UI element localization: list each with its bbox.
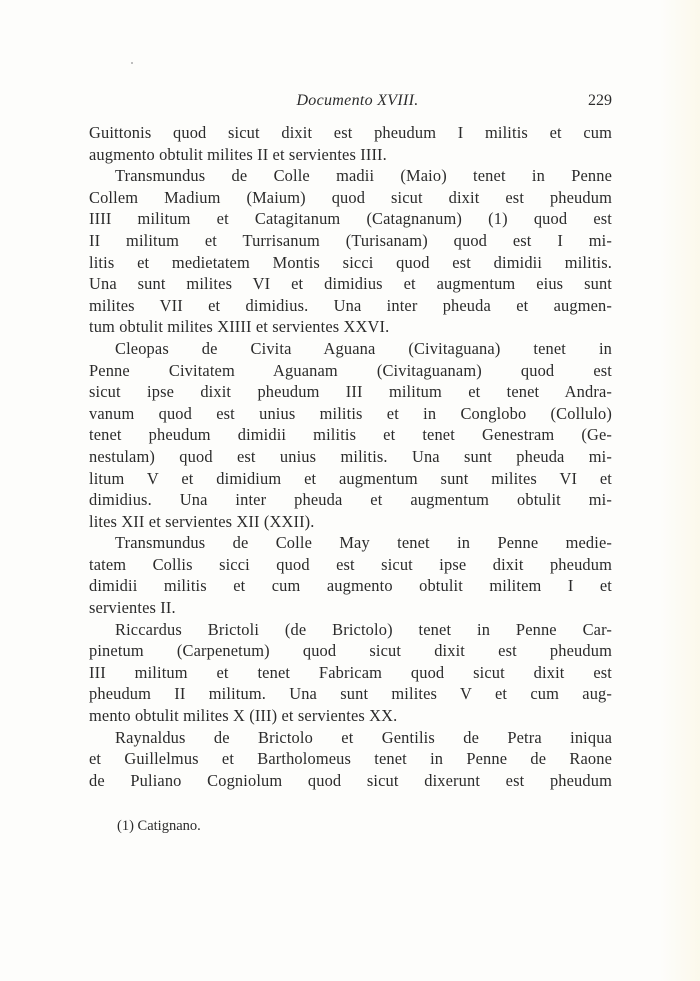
- text-line: Cleopas de Civita Aguana (Civitaguana) tenet in: [115, 338, 612, 358]
- scan-speck: [131, 62, 133, 64]
- text-line: tatem Collis sicci quod est sicut ipse dixit pheudum: [89, 554, 612, 574]
- text-line: vanum quod est unius militis et in Conglobo (Collulo): [89, 403, 612, 423]
- paragraph: [89, 122, 612, 165]
- text-line: dimidii militis et cum augmento obtulit militem I et: [89, 576, 612, 596]
- text-line: Collem Madium (Maium) quod sicut dixit est pheudum: [89, 187, 612, 207]
- text-line: mento obtulit milites X (III) et servientes XX.: [89, 706, 398, 726]
- text-line: Raynaldus de Brictolo et Gentilis de Petra iniqua: [115, 727, 612, 747]
- text-line: augmento obtulit milites II et servientes IIII.: [89, 144, 387, 164]
- text-line: Transmundus de Colle madii (Maio) tenet in Penne: [115, 166, 612, 186]
- text-line: III militum et tenet Fabricam quod sicut dixit est: [89, 662, 612, 682]
- paragraph: [89, 727, 612, 792]
- footnote: [117, 818, 201, 835]
- text-line: et Guillelmus et Bartholomeus tenet in Penne de Raone: [89, 749, 612, 769]
- text-line: nestulam) quod est unius militis. Una sunt pheuda mi-: [89, 446, 612, 466]
- text-line: sicut ipse dixit pheudum III militum et tenet Andra-: [89, 382, 612, 402]
- page-number: 229: [588, 92, 612, 109]
- text-line: II militum et Turrisanum (Turisanam) quod est I mi-: [89, 230, 612, 250]
- footnote-marker: (1): [117, 818, 134, 834]
- text-line: lites XII et servientes XII (XXII).: [89, 511, 315, 531]
- text-line: pheudum II militum. Una sunt milites V et cum aug-: [89, 684, 612, 704]
- body-text: [89, 122, 612, 791]
- text-line: dimidius. Una inter pheuda et augmentum obtulit mi-: [89, 490, 612, 510]
- footnote-text: Catignano.: [137, 818, 201, 834]
- running-header: [89, 92, 612, 116]
- text-line: litis et medietatem Montis sicci quod est dimidii militis.: [89, 252, 612, 272]
- header-title: Documento XVIII.: [296, 92, 419, 109]
- text-line: IIII militum et Catagitanum (Catagnanum) (1) quod est: [89, 209, 612, 229]
- text-line: tenet pheudum dimidii militis et tenet Genestram (Ge-: [89, 425, 612, 445]
- text-line: Una sunt milites VI et dimidius et augmentum eius sunt: [89, 274, 612, 294]
- text-line: Riccardus Brictoli (de Brictolo) tenet in Penne Car-: [115, 619, 612, 639]
- text-line: Guittonis quod sicut dixit est pheudum I militis et cum: [89, 123, 612, 142]
- text-line: Penne Civitatem Aguanam (Civitaguanam) quod est: [89, 360, 612, 380]
- paragraph: [89, 338, 612, 532]
- text-line: de Puliano Cogniolum quod sicut dixerunt est pheudum: [89, 770, 612, 790]
- text-line: servientes II.: [89, 598, 176, 618]
- text-line: tum obtulit milites XIIII et servientes XXVI.: [89, 317, 390, 337]
- paragraph: [89, 165, 612, 338]
- text-line: litum V et dimidium et augmentum sunt milites VI et: [89, 468, 612, 488]
- page-edge-shading: [660, 0, 700, 981]
- paragraph: [89, 619, 612, 727]
- text-line: Transmundus de Colle May tenet in Penne medie-: [115, 533, 612, 553]
- text-line: milites VII et dimidius. Una inter pheuda et augmen-: [89, 295, 612, 315]
- text-line: pinetum (Carpenetum) quod sicut dixit est pheudum: [89, 641, 612, 661]
- paragraph: [89, 532, 612, 618]
